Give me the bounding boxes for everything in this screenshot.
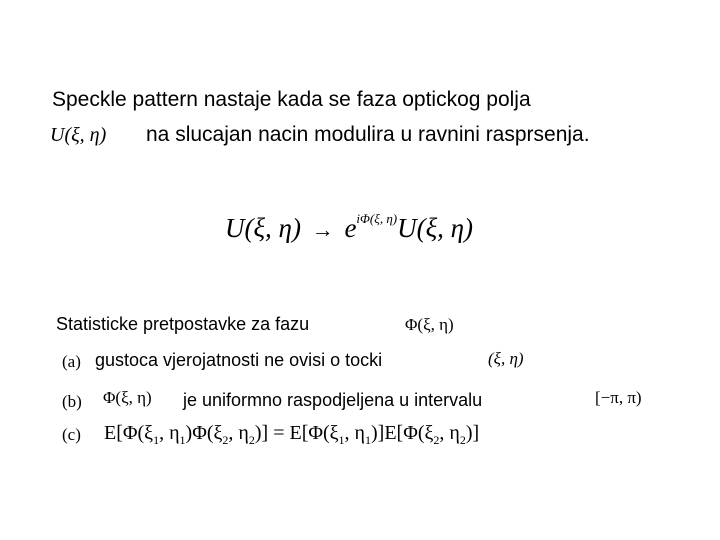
phase-expression: Φ(ξ, η) — [405, 315, 454, 334]
main-equation — [225, 213, 473, 244]
equation-lhs: U(ξ, η) — [225, 213, 301, 243]
eq-part: )] = E[Φ(ξ — [254, 422, 339, 444]
intro-line-2: na slucajan nacin modulira u ravnini rasprsenja. — [146, 123, 590, 146]
exponential-base: e — [344, 213, 357, 243]
eq-subscript: 1 — [365, 433, 372, 447]
eq-subscript: 1 — [153, 433, 160, 447]
item-b-interval: [−π, π) — [595, 388, 642, 407]
equation-rhs: U(ξ, η) — [397, 213, 474, 243]
eq-part: , η — [344, 422, 366, 444]
eq-part: )Φ(ξ — [185, 422, 223, 444]
eq-part: )] — [465, 422, 480, 444]
item-a-marker: (a) — [62, 352, 81, 371]
eq-subscript: 2 — [433, 433, 440, 447]
item-b-text: je uniformno raspodjeljena u intervalu — [183, 390, 483, 410]
field-expression: U(ξ, η) — [50, 124, 107, 146]
item-b-marker: (b) — [62, 392, 82, 411]
item-b-expression: Φ(ξ, η) — [103, 388, 152, 407]
item-c-marker: (c) — [62, 425, 81, 444]
item-c-equation — [104, 422, 479, 445]
equation-arrow: → — [311, 217, 334, 242]
intro-line-1: Speckle pattern nastaje kada se faza optickog polja — [52, 88, 531, 111]
eq-subscript: 1 — [338, 433, 345, 447]
eq-part: E[Φ(ξ — [104, 422, 154, 444]
item-a-expression: (ξ, η) — [488, 349, 524, 368]
eq-subscript: 2 — [222, 433, 229, 447]
assumptions-heading: Statisticke pretpostavke za fazu — [56, 314, 310, 334]
item-a-text: gustoca vjerojatnosti ne ovisi o tocki — [95, 350, 383, 370]
eq-part: , η — [159, 422, 180, 444]
eq-subscript: 2 — [248, 433, 255, 447]
exponent: iΦ(ξ, η) — [356, 211, 398, 226]
eq-subscript: 2 — [459, 433, 466, 447]
eq-part: , η — [439, 422, 460, 444]
eq-subscript: 1 — [179, 433, 186, 447]
eq-part: )]E[Φ(ξ — [371, 422, 434, 444]
eq-part: , η — [228, 422, 249, 444]
